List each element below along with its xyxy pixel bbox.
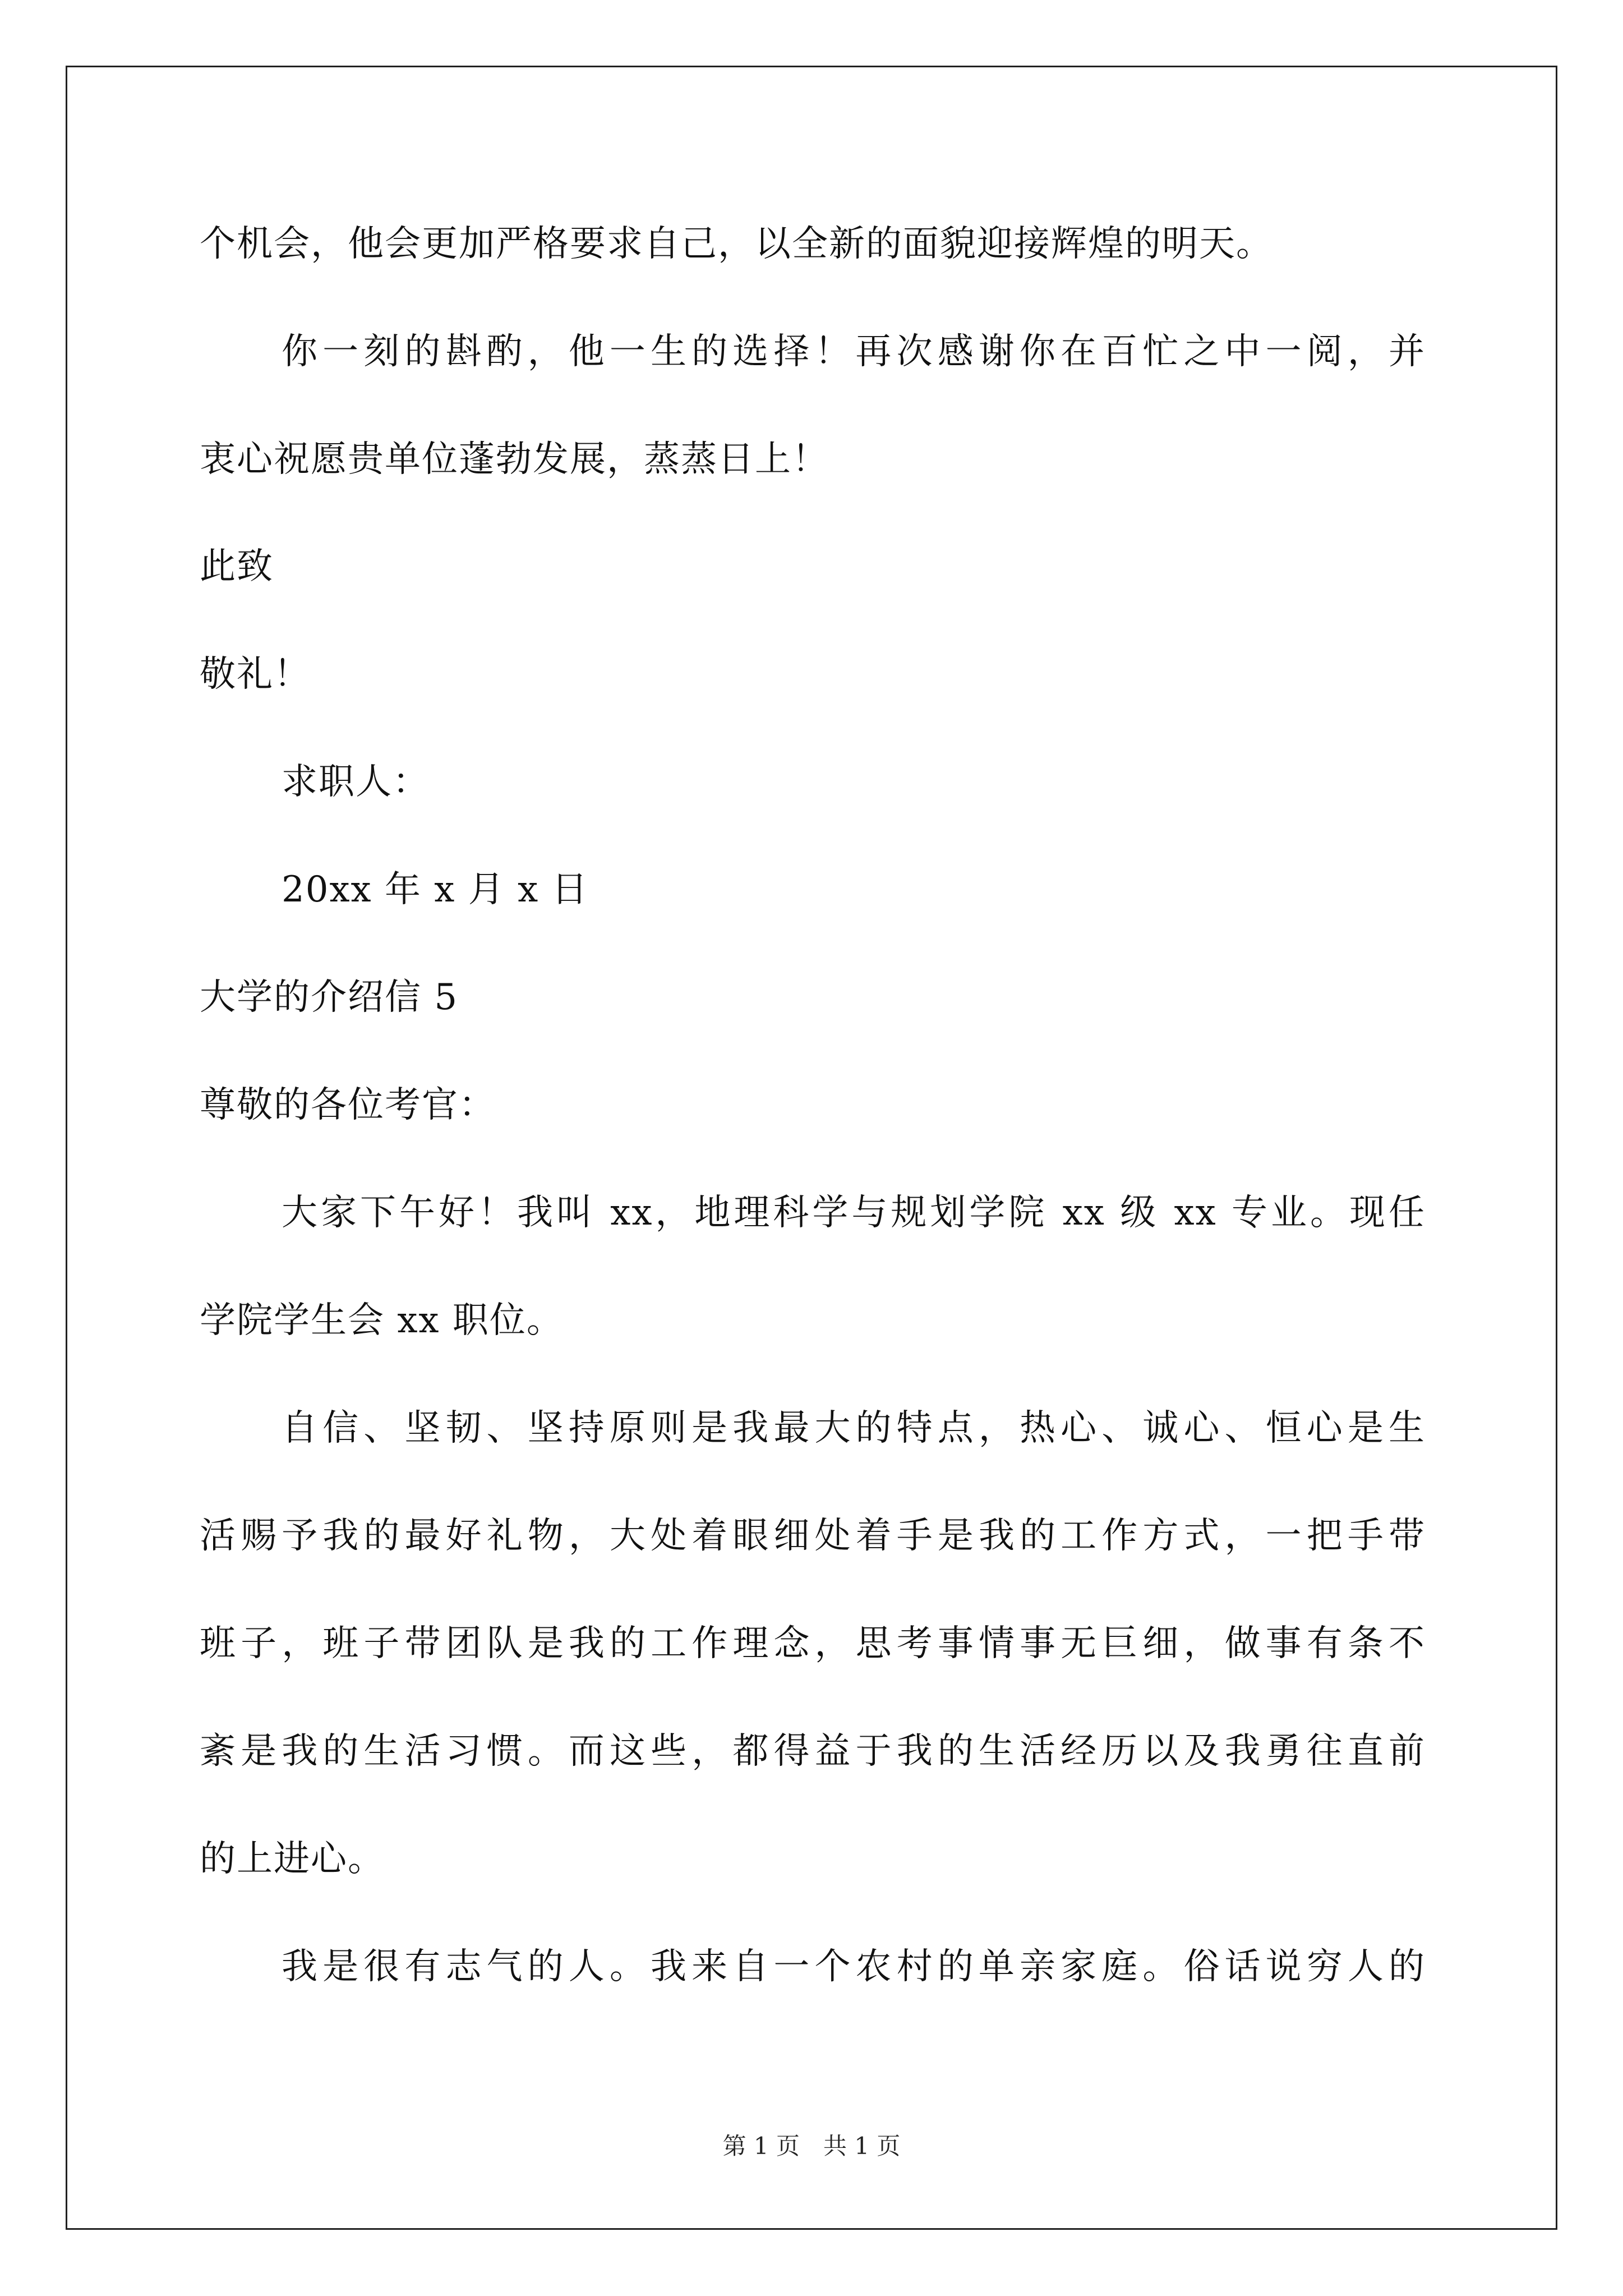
text-line-11: 学院学生会 xx 职位。 — [200, 1300, 564, 1341]
text-line-14: 班子，班子带团队是我的工作理念，思考事情事无巨细，做事有条不 — [200, 1623, 1426, 1664]
greeting: 尊敬的各位考官： — [200, 1084, 496, 1126]
page-footer: 第 1 页 共 1 页 — [722, 2132, 901, 2160]
text-line-12: 自信、坚韧、坚持原则是我最大的特点，热心、诚心、恒心是生 — [282, 1407, 1426, 1449]
applicant-label: 求职人： — [282, 761, 430, 803]
text-line-3: 衷心祝愿贵单位蓬勃发展，蒸蒸日上！ — [200, 439, 829, 480]
closing-regards: 敬礼！ — [200, 654, 311, 695]
section-title: 大学的介绍信 5 — [200, 977, 459, 1018]
text-line-13: 活赐予我的最好礼物，大处着眼细处着手是我的工作方式，一把手带 — [200, 1515, 1426, 1557]
closing-salutation: 此致 — [200, 546, 274, 587]
text-line-1: 个机会，他会更加严格要求自己，以全新的面貌迎接辉煌的明天。 — [200, 223, 1273, 265]
page-border — [66, 66, 1557, 2230]
text-line-15: 紊是我的生活习惯。而这些，都得益于我的生活经历以及我勇往直前 — [200, 1731, 1426, 1772]
text-line-17: 我是很有志气的人。我来自一个农村的单亲家庭。俗话说穷人的 — [282, 1946, 1426, 1987]
letter-date: 20xx 年 x 月 x 日 — [282, 869, 589, 910]
text-line-2: 你一刻的斟酌，他一生的选择！再次感谢你在百忙之中一阅，并 — [282, 331, 1426, 372]
text-line-16: 的上进心。 — [200, 1838, 385, 1880]
text-line-10: 大家下午好！我叫 xx，地理科学与规划学院 xx 级 xx 专业。现任 — [282, 1192, 1426, 1234]
